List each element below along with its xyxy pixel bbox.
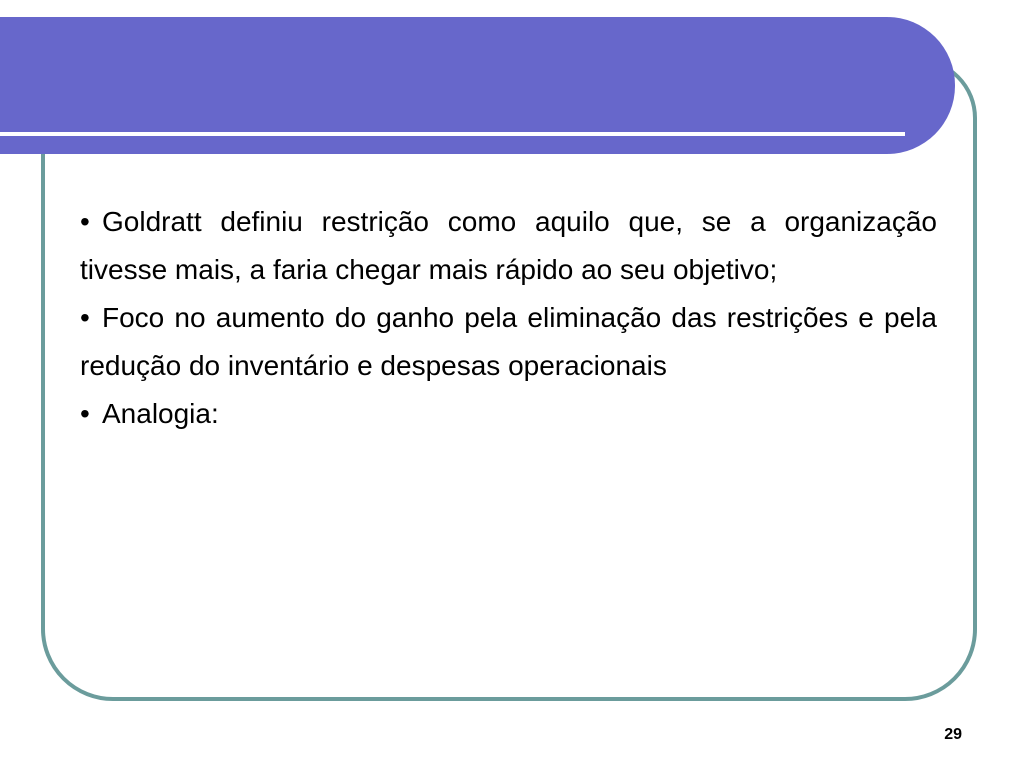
bullet-text: Foco no aumento do ganho pela eliminação das restrições e pela redução do inventário e despesas operacionais <box>80 302 937 381</box>
bullet-marker: • <box>80 398 90 429</box>
bullet-item <box>80 198 937 294</box>
bullet-list <box>80 198 937 438</box>
bullet-text: Analogia: <box>102 398 219 429</box>
bullet-text: Goldratt definiu restrição como aquilo que, se a organização tivesse mais, a faria chegar mais rápido ao seu objetivo; <box>80 206 937 285</box>
title-underline <box>0 132 905 136</box>
page-number: 29 <box>944 726 962 743</box>
bullet-item <box>80 294 937 390</box>
bullet-marker: • <box>80 206 90 237</box>
bullet-marker: • <box>80 302 90 333</box>
bullet-item <box>80 390 937 438</box>
